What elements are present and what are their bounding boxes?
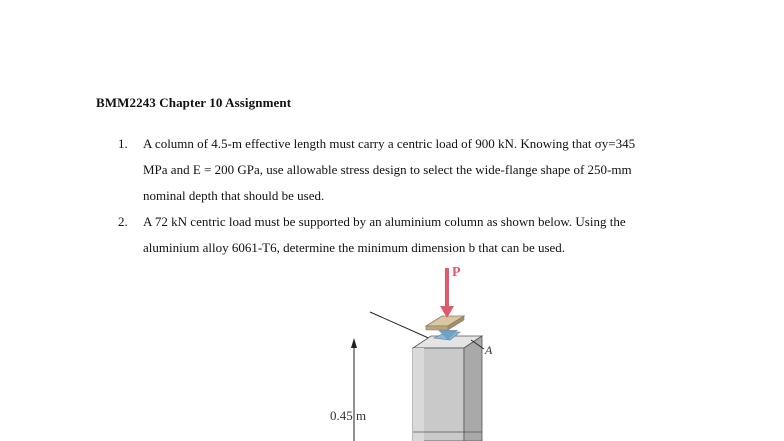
question-line: A column of 4.5-m effective length must carry a centric load of 900 kN. Knowing that σy=345	[143, 136, 636, 151]
question-line: nominal depth that should be used.	[143, 188, 325, 203]
question-number: 1.	[118, 136, 128, 151]
assignment-title: BMM2243 Chapter 10 Assignment	[96, 95, 292, 110]
question-line: MPa and E = 200 GPa, use allowable stress design to select the wide-flange shape of 250-mm	[143, 162, 632, 177]
height-label: 0.45 m	[330, 408, 367, 423]
load-label: P	[452, 265, 461, 280]
bearing-plate-front	[426, 326, 448, 330]
question-list	[118, 131, 738, 261]
load-arrow-shaft	[445, 268, 449, 308]
question-number: 2.	[118, 214, 128, 229]
column-figure	[300, 260, 530, 441]
question-line: aluminium alloy 6061-T6, determine the minimum dimension b that can be used.	[143, 240, 566, 255]
question-line: A 72 kN centric load must be supported by an aluminium column as shown below. Using the	[143, 214, 626, 229]
question-text	[143, 209, 738, 261]
question-text	[143, 131, 738, 209]
column-front-highlight	[413, 348, 424, 441]
question-item-2	[118, 209, 738, 261]
point-a-label: A	[485, 343, 493, 357]
column-side-face	[464, 336, 482, 441]
dimension-arrow-head	[351, 338, 357, 348]
question-item-1	[118, 131, 738, 209]
